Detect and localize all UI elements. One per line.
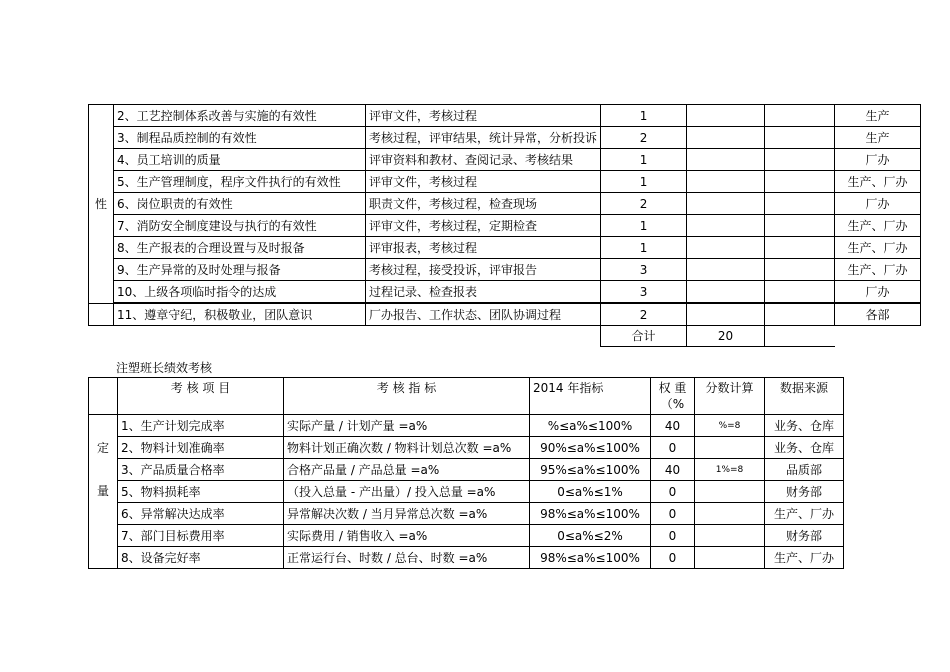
weight-cell: 1 bbox=[601, 149, 687, 171]
spacer-cell bbox=[765, 259, 835, 281]
table-row bbox=[89, 193, 921, 215]
header-score: 分数计算 bbox=[695, 378, 765, 415]
method-cell: 评审资料和教材、查阅记录、考核结果 bbox=[366, 149, 601, 171]
table-row bbox=[89, 281, 921, 304]
source-cell: 财务部 bbox=[765, 481, 844, 503]
score-cell bbox=[695, 525, 765, 547]
score-cell bbox=[687, 193, 765, 215]
header-weight-line2: （% bbox=[660, 397, 685, 411]
header-item: 考 核 项 目 bbox=[118, 378, 284, 415]
weight-cell: 0 bbox=[651, 525, 695, 547]
table-row bbox=[89, 525, 844, 547]
item-cell: 10、上级各项临时指令的达成 bbox=[114, 281, 366, 304]
score-cell bbox=[687, 171, 765, 193]
qualitative-assessment-table bbox=[88, 104, 921, 347]
source-cell: 业务、仓库 bbox=[765, 437, 844, 459]
indicator-cell: 异常解决次数 / 当月异常总次数 =a% bbox=[284, 503, 530, 525]
target-cell: 0≤a%≤2% bbox=[530, 525, 651, 547]
weight-cell: 1 bbox=[601, 237, 687, 259]
header-weight-line1: 权 重 bbox=[658, 381, 687, 395]
source-cell: 财务部 bbox=[765, 525, 844, 547]
indicator-cell: 实际产量 / 计划产量 =a% bbox=[284, 415, 530, 437]
weight-cell: 1 bbox=[601, 215, 687, 237]
item-cell: 7、消防安全制度建设与执行的有效性 bbox=[114, 215, 366, 237]
total-row bbox=[89, 326, 921, 347]
weight-cell: 0 bbox=[651, 437, 695, 459]
total-blank-3 bbox=[835, 326, 921, 347]
spacer-cell bbox=[765, 105, 835, 127]
score-cell bbox=[687, 149, 765, 171]
source-cell: 生产、厂办 bbox=[835, 171, 921, 193]
table-row bbox=[89, 303, 921, 326]
score-cell bbox=[687, 259, 765, 281]
table-row bbox=[89, 459, 844, 481]
table-row bbox=[89, 171, 921, 193]
item-cell: 6、岗位职责的有效性 bbox=[114, 193, 366, 215]
table-row bbox=[89, 437, 844, 459]
weight-cell: 0 bbox=[651, 481, 695, 503]
side-label-bottom: 量 bbox=[89, 481, 118, 569]
source-cell: 生产、厂办 bbox=[765, 547, 844, 569]
table-row bbox=[89, 503, 844, 525]
score-cell bbox=[687, 237, 765, 259]
score-cell bbox=[695, 437, 765, 459]
table-row bbox=[89, 259, 921, 281]
source-cell: 生产、厂办 bbox=[835, 215, 921, 237]
method-cell: 评审文件，考核过程 bbox=[366, 105, 601, 127]
weight-cell: 0 bbox=[651, 503, 695, 525]
target-cell: 98%≤a%≤100% bbox=[530, 547, 651, 569]
header-indicator: 考 核 指 标 bbox=[284, 378, 530, 415]
source-cell: 厂办 bbox=[835, 149, 921, 171]
item-cell: 8、生产报表的合理设置与及时报备 bbox=[114, 237, 366, 259]
score-cell bbox=[695, 481, 765, 503]
source-cell: 各部 bbox=[835, 303, 921, 326]
total-blank bbox=[89, 326, 366, 347]
method-cell: 职责文件，考核过程，检查现场 bbox=[366, 193, 601, 215]
spacer-cell bbox=[765, 303, 835, 326]
weight-cell: 3 bbox=[601, 259, 687, 281]
total-value: 20 bbox=[687, 326, 765, 347]
indicator-cell: 正常运行台、时数 / 总台、时数 =a% bbox=[284, 547, 530, 569]
spacer-cell bbox=[765, 237, 835, 259]
weight-cell: 40 bbox=[651, 415, 695, 437]
method-cell: 考核过程，接受投诉，评审报告 bbox=[366, 259, 601, 281]
quantitative-assessment-table bbox=[88, 377, 844, 569]
indicator-cell: 实际费用 / 销售收入 =a% bbox=[284, 525, 530, 547]
total-empty bbox=[765, 326, 835, 347]
item-cell: 5、物料损耗率 bbox=[118, 481, 284, 503]
item-cell: 6、异常解决达成率 bbox=[118, 503, 284, 525]
item-cell: 3、产品质量合格率 bbox=[118, 459, 284, 481]
score-cell: %=8 bbox=[695, 415, 765, 437]
item-cell: 3、制程品质控制的有效性 bbox=[114, 127, 366, 149]
method-cell: 厂办报告、工作状态、团队协调过程 bbox=[366, 303, 601, 326]
header-target: 2014 年指标 bbox=[530, 378, 651, 415]
item-cell: 4、员工培训的质量 bbox=[114, 149, 366, 171]
weight-cell: 3 bbox=[601, 281, 687, 304]
side-cell-empty bbox=[89, 303, 114, 326]
spacer-cell bbox=[765, 193, 835, 215]
score-cell bbox=[687, 127, 765, 149]
source-cell: 生产 bbox=[835, 105, 921, 127]
item-cell: 1、生产计划完成率 bbox=[118, 415, 284, 437]
total-blank-2 bbox=[366, 326, 601, 347]
table-row bbox=[89, 481, 844, 503]
table-row bbox=[89, 127, 921, 149]
table-row bbox=[89, 149, 921, 171]
header-side bbox=[89, 378, 118, 415]
method-cell: 评审文件，考核过程 bbox=[366, 171, 601, 193]
source-cell: 生产、厂办 bbox=[765, 503, 844, 525]
table-row bbox=[89, 547, 844, 569]
table-row bbox=[89, 237, 921, 259]
score-cell bbox=[687, 303, 765, 326]
score-cell bbox=[687, 105, 765, 127]
source-cell: 品质部 bbox=[765, 459, 844, 481]
item-cell: 11、遵章守纪，积极敬业，团队意识 bbox=[114, 303, 366, 326]
item-cell: 8、设备完好率 bbox=[118, 547, 284, 569]
target-cell: 0≤a%≤1% bbox=[530, 481, 651, 503]
source-cell: 厂办 bbox=[835, 281, 921, 304]
item-cell: 5、生产管理制度，程序文件执行的有效性 bbox=[114, 171, 366, 193]
weight-cell: 40 bbox=[651, 459, 695, 481]
indicator-cell: 物料计划正确次数 / 物料计划总次数 =a% bbox=[284, 437, 530, 459]
target-cell: %≤a%≤100% bbox=[530, 415, 651, 437]
source-cell: 生产、厂办 bbox=[835, 259, 921, 281]
target-cell: 98%≤a%≤100% bbox=[530, 503, 651, 525]
target-cell: 95%≤a%≤100% bbox=[530, 459, 651, 481]
item-cell: 7、部门目标费用率 bbox=[118, 525, 284, 547]
score-cell bbox=[695, 503, 765, 525]
weight-cell: 2 bbox=[601, 303, 687, 326]
indicator-cell: 合格产品量 / 产品总量 =a% bbox=[284, 459, 530, 481]
score-cell bbox=[687, 215, 765, 237]
target-cell: 90%≤a%≤100% bbox=[530, 437, 651, 459]
item-cell: 2、工艺控制体系改善与实施的有效性 bbox=[114, 105, 366, 127]
spacer-cell bbox=[765, 281, 835, 304]
side-label: 性 bbox=[89, 105, 114, 304]
table-row bbox=[89, 105, 921, 127]
total-label: 合计 bbox=[601, 326, 687, 347]
weight-cell: 1 bbox=[601, 105, 687, 127]
score-cell bbox=[695, 547, 765, 569]
source-cell: 业务、仓库 bbox=[765, 415, 844, 437]
spacer-cell bbox=[765, 149, 835, 171]
table-row bbox=[89, 215, 921, 237]
spacer-cell bbox=[765, 127, 835, 149]
item-cell: 9、生产异常的及时处理与报备 bbox=[114, 259, 366, 281]
source-cell: 厂办 bbox=[835, 193, 921, 215]
side-label-top: 定 bbox=[89, 415, 118, 481]
table-title: 注塑班长绩效考核 bbox=[116, 361, 213, 375]
method-cell: 过程记录、检查报表 bbox=[366, 281, 601, 304]
method-cell: 考核过程，评审结果，统计异常，分析投诉 bbox=[366, 127, 601, 149]
source-cell: 生产、厂办 bbox=[835, 237, 921, 259]
table-row bbox=[89, 415, 844, 437]
weight-cell: 1 bbox=[601, 171, 687, 193]
spacer-cell bbox=[765, 215, 835, 237]
method-cell: 评审报表，考核过程 bbox=[366, 237, 601, 259]
score-cell: 1%=8 bbox=[695, 459, 765, 481]
source-cell: 生产 bbox=[835, 127, 921, 149]
header-weight bbox=[651, 378, 695, 415]
indicator-cell: （投入总量 - 产出量）/ 投入总量 =a% bbox=[284, 481, 530, 503]
method-cell: 评审文件，考核过程，定期检查 bbox=[366, 215, 601, 237]
table-header-row bbox=[89, 378, 844, 415]
header-source: 数据来源 bbox=[765, 378, 844, 415]
weight-cell: 2 bbox=[601, 193, 687, 215]
item-cell: 2、物料计划准确率 bbox=[118, 437, 284, 459]
spacer-cell bbox=[765, 171, 835, 193]
weight-cell: 2 bbox=[601, 127, 687, 149]
weight-cell: 0 bbox=[651, 547, 695, 569]
score-cell bbox=[687, 281, 765, 304]
